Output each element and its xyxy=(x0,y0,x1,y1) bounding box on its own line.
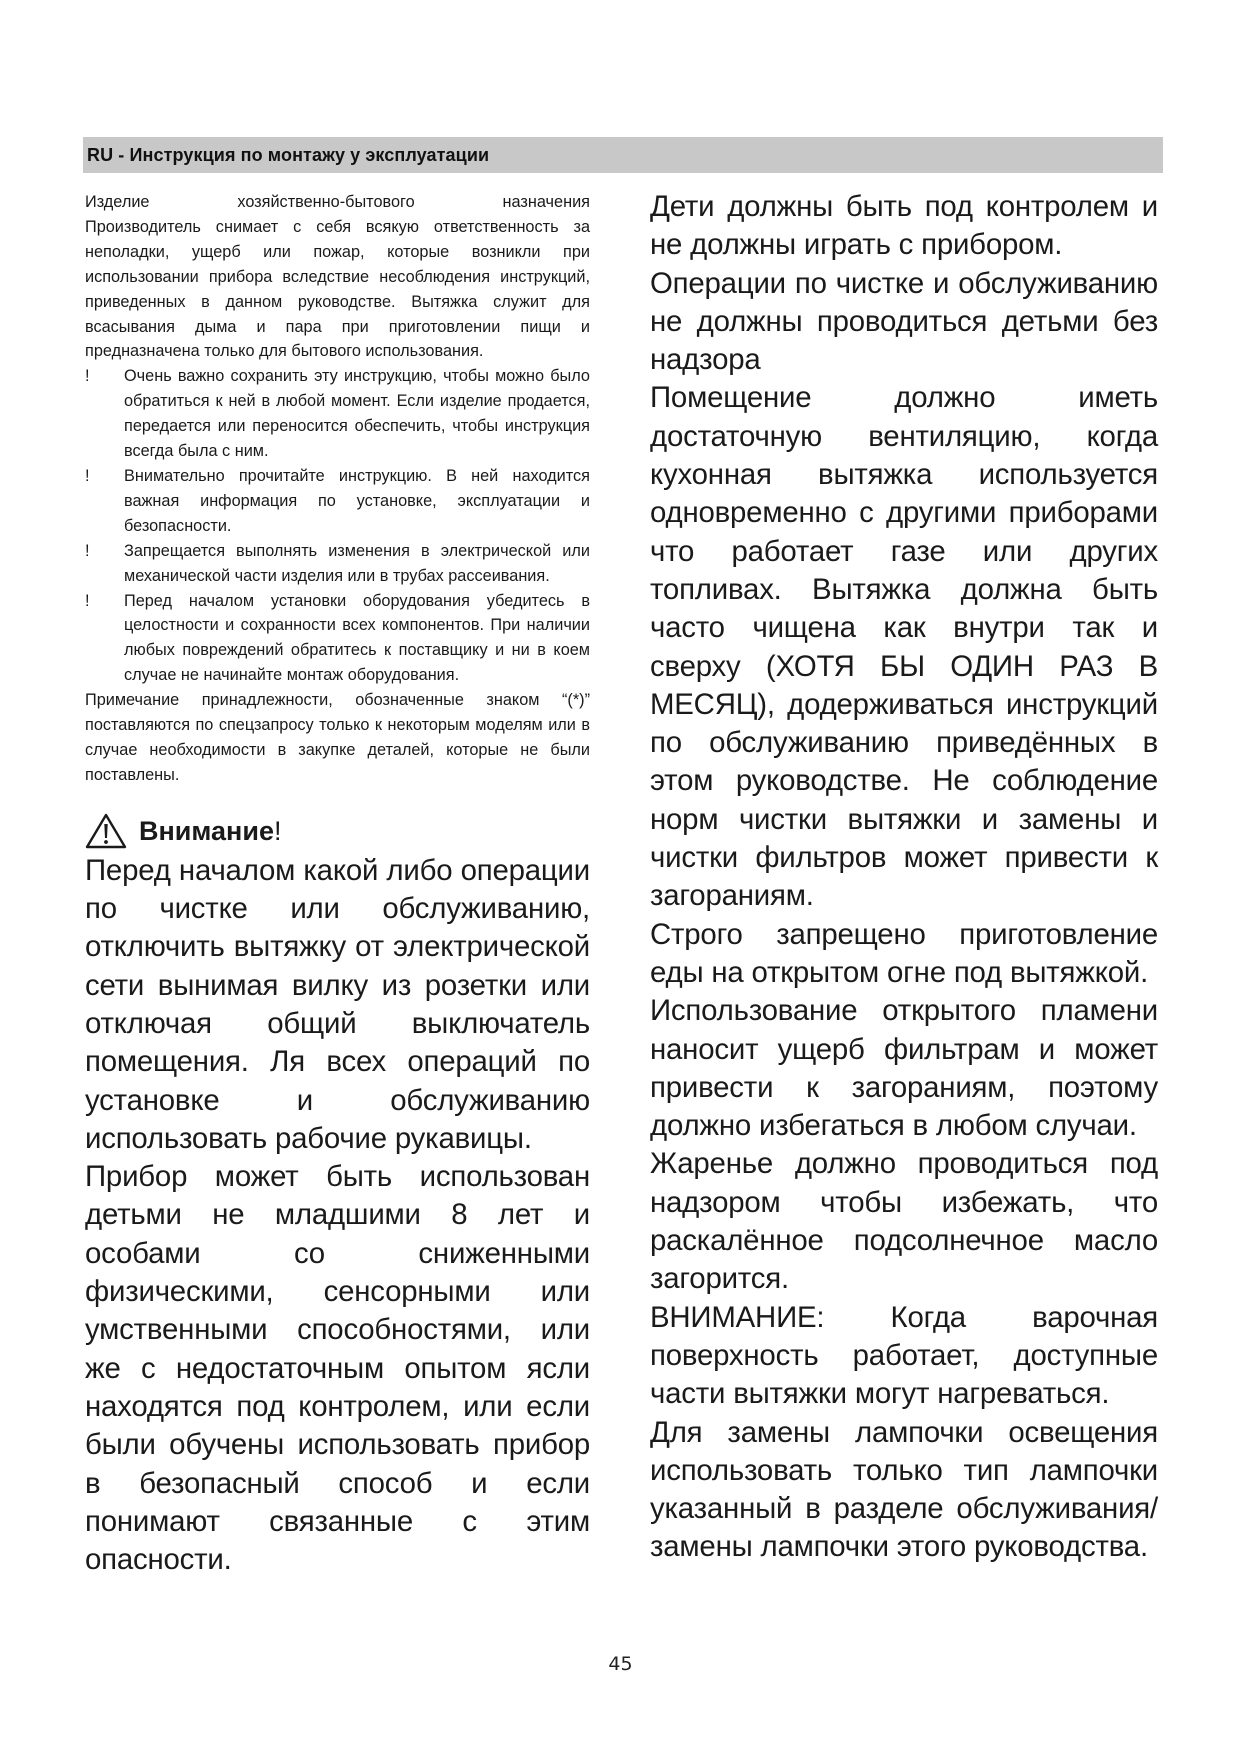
left-column xyxy=(85,190,590,1579)
bullet-text: Очень важно сохранить эту инструкцию, чтобы можно было обратиться к ней в любой момент. Если изделие продается, передается или переносится обеспечить, чтобы инструкция всегда была с ним. xyxy=(124,367,590,461)
paragraph: Перед началом какой либо операции по чистке или обслуживанию, отключить вытяжку от электрической сети вынимая вилку из розетки или отключая общий выключатель помещения. Ля всех операций по установке и обслуживанию использовать рабочие рукавицы. xyxy=(85,853,590,1155)
bullet-mark: ! xyxy=(85,591,90,610)
note-text: Примечание принадлежности, обозначенные знаком “(*)” поставляются по спецзапросу только к некоторым моделям или в случае необходимости в закупке деталей, которые не были поставлены. xyxy=(85,691,590,784)
bullet-item xyxy=(85,464,590,539)
paragraph: ВНИМАНИЕ: Когда варочная поверхность работает, доступные части вытяжки могут нагреваться. xyxy=(650,1300,1158,1411)
bullet-mark: ! xyxy=(85,466,90,485)
warning-triangle-icon xyxy=(85,812,127,850)
left-main-text xyxy=(85,852,590,1580)
page-number: 45 xyxy=(608,1653,633,1675)
warning-heading xyxy=(85,810,590,852)
bullet-item xyxy=(85,589,590,689)
paragraph: Прибор может быть использован детьми не младшими 8 лет и особами со сниженными физическими, сенсорными или умственными способностями, или же с недостаточным опытом ясли находятся под контролем, или если были обучены использовать прибор в безопасный способ и если понимают связанные с этим опасности. xyxy=(85,1160,590,1577)
note-block xyxy=(85,688,590,788)
right-column xyxy=(650,188,1158,1567)
right-main-text xyxy=(650,188,1158,1567)
paragraph: Для замены лампочки освещения использовать только тип лампочки указанный в разделе обслуживания/замены лампочки этого руководства. xyxy=(650,1415,1158,1564)
section-header: RU - Инструкция по монтажу у эксплуатации xyxy=(83,137,1163,173)
intro-body: Производитель снимает с себя всякую ответственность за неполадки, ущерб или пожар, которые возникли при использовании прибора вследствие несоблюдения инструкций, приведенных в данном руководстве. Вытяжка служит для всасывания дыма и пара при приготовлении пищи и предназначена только для бытового использования. xyxy=(85,217,590,361)
bullet-mark: ! xyxy=(85,541,90,560)
paragraph: Операции по чистке и обслуживанию не должны проводиться детьми без надзора xyxy=(650,266,1158,377)
warning-title: Внимание xyxy=(139,815,274,846)
bullet-text: Перед началом установки оборудования убедитесь в целостности и сохранности всех компонентов. При наличии любых повреждений обратитесь к поставщику и ни в коем случае не начинайте монтаж оборудования. xyxy=(124,591,590,685)
bullet-item xyxy=(85,364,590,464)
warning-exclamation: ! xyxy=(273,815,282,846)
bullet-text: Внимательно прочитайте инструкцию. В ней находится важная информация по установке, эксплуатации и безопасности. xyxy=(124,466,590,535)
paragraph: Дети должны быть под контролем и не должны играть с прибором. xyxy=(650,190,1158,262)
bullet-text: Запрещается выполнять изменения в электрической или механической части изделия или в трубах рассеивания. xyxy=(124,541,590,585)
intro-block xyxy=(85,190,590,364)
bullet-item xyxy=(85,539,590,589)
paragraph: Помещение должно иметь достаточную вентиляцию, когда кухонная вытяжка используется одновременно с другими приборами что работает газе или других топливах. Вытяжка должна быть часто чищена как внутри так и сверху (ХОТЯ БЫ ОДИН РАЗ В МЕСЯЦ), додерживаться инструкций по обслуживанию приведённых в этом руководстве. Не соблюдение норм чистки вытяжки и замены и чистки фильтров может привести к загораниям. xyxy=(650,381,1158,913)
paragraph: Использование открытого пламени наносит ущерб фильтрам и может привести к загораниям, поэтому должно избегаться в любом случаи. xyxy=(650,994,1158,1143)
paragraph: Строго запрещено приготовление еды на открытом огне под вытяжкой. xyxy=(650,917,1158,989)
warning-bullets xyxy=(85,364,590,688)
paragraph: Жаренье должно проводиться под надзором чтобы избежать, что раскалённое подсолнечное масло загорится. xyxy=(650,1147,1158,1296)
intro-line: Изделие хозяйственно-бытового назначения xyxy=(85,193,590,211)
bullet-mark: ! xyxy=(85,367,90,386)
